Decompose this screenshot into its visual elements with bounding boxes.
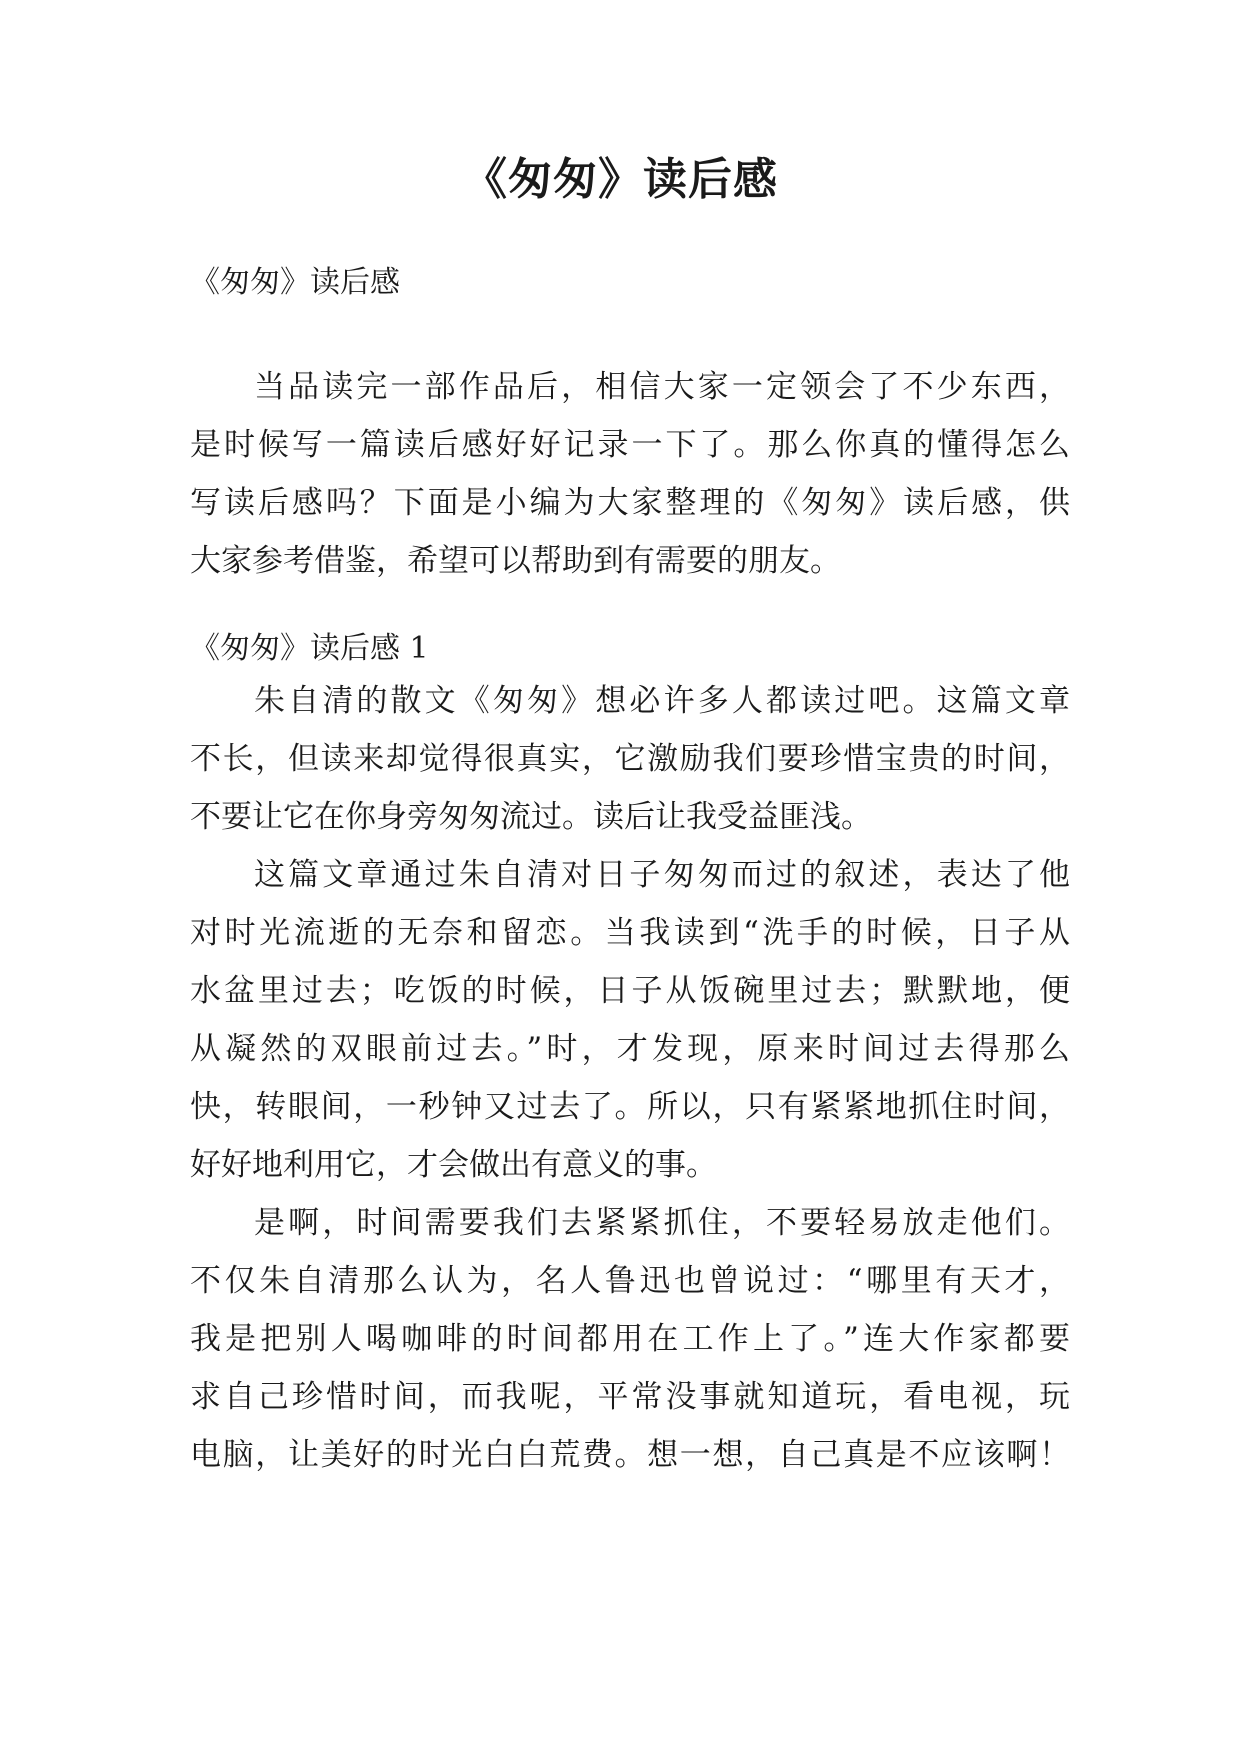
paragraph-line: 大家参考借鉴，希望可以帮助到有需要的朋友。 — [190, 543, 841, 579]
paragraph-line: 我是把别人喝咖啡的时间都用在工作上了。”连大作家都要 — [190, 1321, 1070, 1357]
paragraph-1 — [190, 672, 1070, 846]
paragraph-line: 好好地利用它，才会做出有意义的事。 — [190, 1147, 717, 1183]
paragraph-line: 这篇文章通过朱自清对日子匆匆而过的叙述，表达了他 — [254, 857, 1070, 893]
paragraph-line: 朱自清的散文《匆匆》想必许多人都读过吧。这篇文章 — [254, 683, 1070, 719]
paragraph-line: 是时候写一篇读后感好好记录一下了。那么你真的懂得怎么 — [190, 427, 1070, 463]
paragraph-line: 快，转眼间，一秒钟又过去了。所以，只有紧紧地抓住时间， — [190, 1089, 1070, 1125]
paragraph-line: 对时光流逝的无奈和留恋。当我读到“洗手的时候，日子从 — [190, 915, 1070, 951]
paragraph-2 — [190, 846, 1070, 1194]
paragraph-line: 电脑，让美好的时光白白荒费。想一想，自己真是不应该啊！ — [190, 1437, 1070, 1473]
section1-heading-block — [190, 620, 1070, 678]
intro-paragraph — [190, 358, 1070, 590]
paragraph-line: 从凝然的双眼前过去。”时，才发现，原来时间过去得那么 — [190, 1031, 1070, 1067]
paragraph-line: 不仅朱自清那么认为，名人鲁迅也曾说过：“哪里有天才， — [190, 1263, 1070, 1299]
paragraph-line: 水盆里过去；吃饭的时候，日子从饭碗里过去；默默地，便 — [190, 973, 1070, 1009]
intro-heading: 《匆匆》读后感 — [190, 265, 400, 300]
intro-heading-block — [190, 254, 1070, 312]
paragraph-3 — [190, 1194, 1070, 1484]
paragraph-line: 不要让它在你身旁匆匆流过。读后让我受益匪浅。 — [190, 799, 872, 835]
paragraph-line: 写读后感吗？下面是小编为大家整理的《匆匆》读后感，供 — [190, 485, 1070, 521]
paragraph-line: 不长，但读来却觉得很真实，它激励我们要珍惜宝贵的时间， — [190, 741, 1070, 777]
paragraph-line: 当品读完一部作品后，相信大家一定领会了不少东西， — [254, 369, 1070, 405]
section1-heading: 《匆匆》读后感 1 — [190, 631, 429, 666]
paragraph-line: 求自己珍惜时间，而我呢，平常没事就知道玩，看电视，玩 — [190, 1379, 1070, 1415]
document-title: 《匆匆》读后感 — [463, 154, 778, 205]
paragraph-line: 是啊，时间需要我们去紧紧抓住，不要轻易放走他们。 — [254, 1205, 1070, 1241]
